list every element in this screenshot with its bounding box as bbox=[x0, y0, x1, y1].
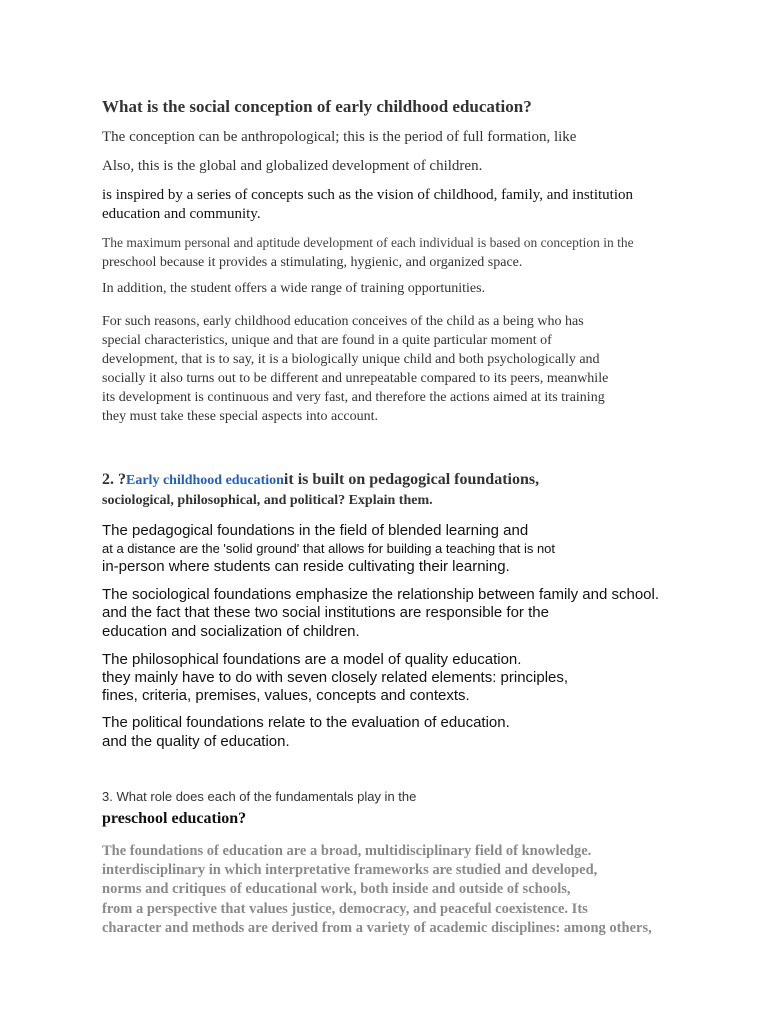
section2-heading bbox=[102, 471, 539, 489]
pedagogical-foundations-line: at a distance are the 'solid ground' that allows for building a teaching that is not bbox=[102, 541, 556, 556]
section1-paragraph-6-line: socially it also turns out to be different and unrepeatable compared to its peers, meanwhile bbox=[102, 371, 609, 386]
sociological-foundations-line: education and socialization of children. bbox=[102, 623, 360, 640]
philosophical-foundations-line: The philosophical foundations are a model of quality education. bbox=[102, 651, 522, 668]
section1-paragraph-3-line: is inspired by a series of concepts such as the vision of childhood, family, and institution bbox=[102, 187, 634, 203]
section1-paragraph-6-line: For such reasons, early childhood education conceives of the child as a being who has bbox=[102, 314, 584, 329]
political-foundations-line: and the quality of education. bbox=[102, 733, 290, 750]
section3-body-line: norms and critiques of educational work, both inside and outside of schools, bbox=[102, 881, 571, 897]
section1-paragraph-3-line: education and community. bbox=[102, 206, 261, 222]
pedagogical-foundations-line: The pedagogical foundations in the field of blended learning and bbox=[102, 522, 529, 539]
section1-paragraph-6-line: development, that is to say, it is a biologically unique child and both psychologically and bbox=[102, 352, 600, 367]
section3-body-line: from a perspective that values justice, democracy, and peaceful coexistence. Its bbox=[102, 901, 588, 917]
section1-paragraph-2: Also, this is the global and globalized development of children. bbox=[102, 158, 483, 174]
political-foundations-line: The political foundations relate to the evaluation of education. bbox=[102, 714, 510, 731]
section2-heading-line-2: sociological, philosophical, and political? Explain them. bbox=[102, 493, 433, 508]
section2-heading-rest: it is built on pedagogical foundations, bbox=[283, 471, 540, 488]
early-childhood-education-link[interactable]: Early childhood education bbox=[126, 473, 284, 488]
section1-paragraph-4-line: preschool because it provides a stimulating, hygienic, and organized space. bbox=[102, 255, 523, 270]
sociological-foundations-line: The sociological foundations emphasize the relationship between family and school. bbox=[102, 586, 659, 603]
section3-heading: preschool education? bbox=[102, 810, 247, 827]
section2-number: 2. ? bbox=[102, 471, 126, 488]
philosophical-foundations-line: fines, criteria, premises, values, concepts and contexts. bbox=[102, 687, 470, 704]
section3-body-line: interdisciplinary in which interpretative frameworks are studied and developed, bbox=[102, 862, 598, 878]
section1-paragraph-4-line: The maximum personal and aptitude development of each individual is based on conception in the bbox=[102, 235, 634, 250]
pedagogical-foundations-line: in-person where students can reside cultivating their learning. bbox=[102, 558, 510, 575]
section3-body-line: The foundations of education are a broad, multidisciplinary field of knowledge. bbox=[102, 843, 592, 859]
section1-paragraph-6-line: they must take these special aspects into account. bbox=[102, 409, 379, 424]
section1-paragraph-1: The conception can be anthropological; this is the period of full formation, like bbox=[102, 129, 577, 145]
sociological-foundations-line: and the fact that these two social institutions are responsible for the bbox=[102, 604, 549, 621]
section3-body-line: character and methods are derived from a variety of academic disciplines: among others, bbox=[102, 920, 652, 936]
section1-title: What is the social conception of early childhood education? bbox=[102, 97, 532, 116]
philosophical-foundations-line: they mainly have to do with seven closely related elements: principles, bbox=[102, 669, 569, 686]
section1-paragraph-6-line: special characteristics, unique and that are found in a quite particular moment of bbox=[102, 333, 552, 348]
section1-paragraph-5: In addition, the student offers a wide range of training opportunities. bbox=[102, 281, 486, 296]
section1-paragraph-6-line: its development is continuous and very fast, and therefore the actions aimed at its training bbox=[102, 390, 605, 405]
section3-question: 3. What role does each of the fundamentals play in the bbox=[102, 789, 417, 804]
